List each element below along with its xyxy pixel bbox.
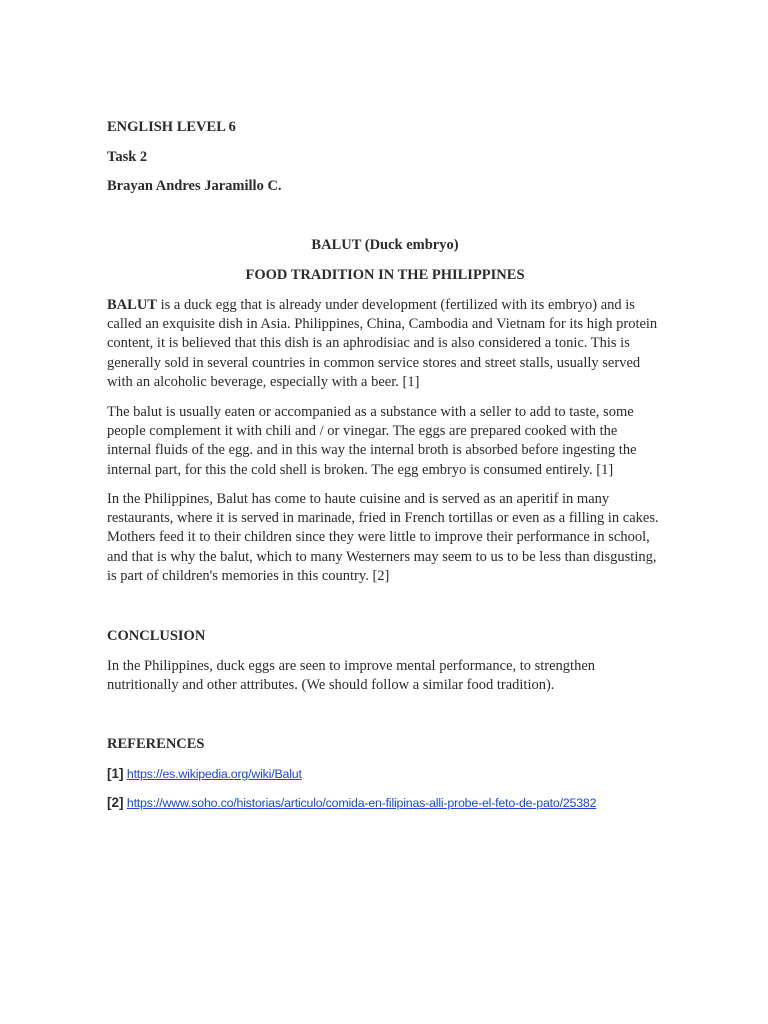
course-label: ENGLISH LEVEL 6 [107, 119, 236, 135]
reference-link[interactable]: https://www.soho.co/historias/articulo/comida-en-filipinas-alli-probe-el-feto-de-pato/25382 [126, 796, 597, 810]
paragraph-1-text: is a duck egg that is already under development (fertilized with its embryo) and is called an exquisite dish in Asia. Philippines, China, Cambodia and Vietnam for its high protein content, it is believed that this dish is an aphrodisiac and is also considered a tonic. This is generally sold in several countries in common service stores and street stalls, usually served with an alcoholic beverage, especially with a beer. [1] [107, 297, 658, 390]
document-title: BALUT (Duck embryo) [311, 237, 459, 253]
task-label: Task 2 [107, 149, 148, 165]
reference-item [107, 795, 596, 811]
reference-number: [2] [107, 795, 124, 810]
document-subtitle: FOOD TRADITION IN THE PHILIPPINES [245, 267, 525, 283]
conclusion-text: In the Philippines, duck eggs are seen to improve mental performance, to strengthen nutritionally and other attributes. (We should follow a similar food tradition). [107, 658, 596, 694]
paragraph-3: In the Philippines, Balut has come to haute cuisine and is served as an aperitif in many restaurants, where it is served in marinade, fried in French tortillas or even as a filling in cakes. Mothers feed it to their children since they were little to improve their performance in school, and that is why the balut, which to many Westerners may seem to us to be less than disgusting, is part of children's memories in this country. [2] [107, 491, 659, 584]
reference-link[interactable]: https://es.wikipedia.org/wiki/Balut [126, 767, 302, 781]
references-heading: REFERENCES [107, 736, 205, 752]
reference-item [107, 766, 302, 782]
paragraph-1 [107, 296, 663, 392]
reference-number: [1] [107, 766, 124, 781]
conclusion-heading: CONCLUSION [107, 628, 206, 644]
paragraph-2: The balut is usually eaten or accompanied as a substance with a seller to add to taste, some people complement it with chili and / or vinegar. The eggs are prepared cooked with the internal fluids of the egg. and in this way the internal broth is absorbed before ingesting the internal part, for this the cold shell is broken. The egg embryo is consumed entirely. [1] [107, 404, 637, 478]
paragraph-1-lead: BALUT [107, 297, 157, 313]
author-name: Brayan Andres Jaramillo C. [107, 178, 282, 194]
